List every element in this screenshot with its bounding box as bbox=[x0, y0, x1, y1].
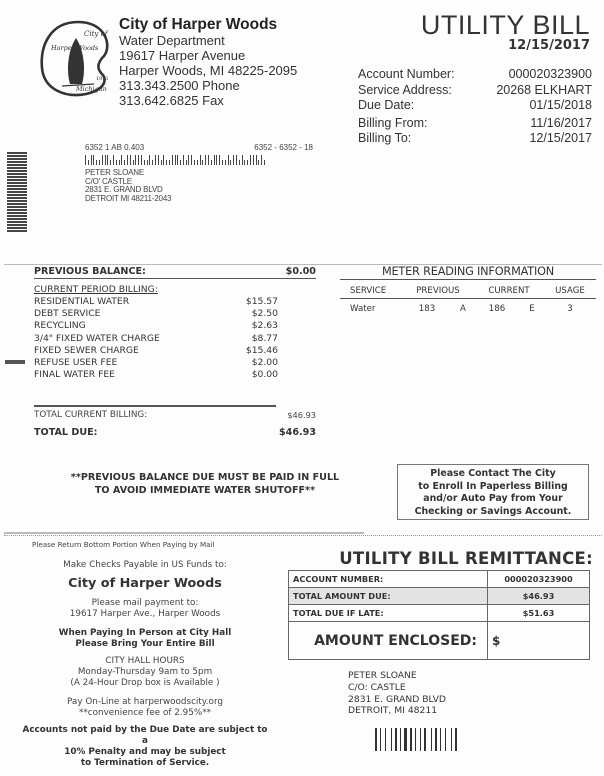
side-barcode bbox=[7, 152, 27, 236]
bill-date: 12/15/2017 bbox=[508, 38, 590, 53]
remit-account-number: 000020323900 bbox=[488, 571, 590, 588]
meter-row: Water 183 A 186 E 3 bbox=[350, 304, 573, 314]
amount-enclosed-row: AMOUNT ENCLOSED: $ bbox=[289, 622, 590, 660]
current-period-heading: CURRENT PERIOD BILLING: bbox=[34, 284, 158, 295]
account-number-row: Account Number: 000020323900 bbox=[358, 67, 592, 81]
remit-barcode bbox=[375, 728, 457, 751]
remittance-table bbox=[288, 570, 590, 660]
mail-care-of: C/O' CASTLE bbox=[85, 176, 132, 186]
remittance-title: UTILITY BILL REMITTANCE: bbox=[339, 549, 593, 568]
mail-street: 2831 E. GRAND BLVD bbox=[85, 185, 163, 194]
remit-late-row: TOTAL DUE IF LATE: $51.63 bbox=[289, 605, 590, 622]
charge-row: REFUSE USER FEE $2.00 bbox=[34, 357, 278, 369]
svg-text:1951: 1951 bbox=[96, 76, 109, 82]
org-city: Harper Woods, MI 48225-2095 bbox=[119, 63, 298, 78]
amount-enclosed-field[interactable]: $ bbox=[488, 622, 590, 660]
org-phone: 313.343.2500 Phone bbox=[119, 78, 240, 93]
charges-list bbox=[34, 295, 316, 381]
svg-text:Harper Woods: Harper Woods bbox=[51, 44, 99, 52]
shutoff-notice: **PREVIOUS BALANCE DUE MUST BE PAID IN FULL TO AVOID IMMEDIATE WATER SHUTOFF** bbox=[70, 472, 340, 496]
paperless-billing-notice: Please Contact The City to Enroll In Paperless Billing and/or Auto Pay from Your Checking or Savings Account. bbox=[397, 464, 589, 520]
online-payment-text: Pay On-Line at harperwoodscity.org bbox=[67, 697, 223, 707]
total-current-billing-row: TOTAL CURRENT BILLING: $46.93 bbox=[34, 410, 316, 420]
previous-balance-row: PREVIOUS BALANCE: $0.00 bbox=[34, 266, 316, 277]
charge-row: RECYCLING $2.63 bbox=[34, 320, 278, 332]
service-address-row: Service Address: 20268 ELKHART bbox=[358, 82, 592, 97]
svg-text:Michigan: Michigan bbox=[76, 85, 107, 93]
service-address: 20268 ELKHART bbox=[496, 82, 592, 97]
payment-instructions: Make Checks Payable in US Funds to: City of Harper Woods Please mail payment to: 19617 Harper Ave., Harper Woods When Paying In Person at City Hall Please Bring Your Entire Bill CITY HALL HOURS Monday-Thursday 9am to 5pm (A 24-Hour Drop box is Available ) Pay On-Line at harperwoodscity.org **convenience fee of 2.95%** Accounts not paid by the Due Date are subject to a 10% Penalty and may be subject to Termination of Service. bbox=[20, 560, 270, 769]
account-number: 000020323900 bbox=[508, 67, 592, 81]
org-fax: 313.642.6825 Fax bbox=[119, 93, 224, 108]
svg-text:City of: City of bbox=[84, 30, 108, 38]
billing-summary bbox=[34, 266, 316, 381]
return-note: Please Return Bottom Portion When Paying by Mail bbox=[32, 540, 215, 549]
mail-city: DETROIT MI 48211-2043 bbox=[85, 193, 172, 203]
org-street: 19617 Harper Avenue bbox=[119, 48, 246, 63]
mail-name: PETER SLOANE bbox=[85, 168, 144, 177]
tear-shadow bbox=[4, 532, 364, 534]
billing-to: 12/15/2017 bbox=[529, 131, 592, 145]
bill-title: UTILITY BILL bbox=[420, 10, 590, 40]
meter-reading-section bbox=[340, 265, 596, 314]
city-logo bbox=[38, 18, 116, 100]
due-date-row: Due Date: 01/15/2018 bbox=[358, 98, 592, 112]
charge-row: FIXED SEWER CHARGE $15.46 bbox=[34, 344, 278, 356]
total-due: $46.93 bbox=[278, 427, 316, 438]
payee-name: City of Harper Woods bbox=[68, 576, 222, 591]
billing-from-row: Billing From: 11/16/2017 bbox=[358, 115, 592, 130]
total-current-billing: $46.93 bbox=[287, 410, 316, 420]
city-seal-icon bbox=[38, 18, 116, 100]
remit-amount-due: $46.93 bbox=[488, 588, 590, 605]
fold-mark bbox=[5, 360, 25, 364]
billing-to-row: Billing To: 12/15/2017 bbox=[358, 131, 592, 145]
org-department: Water Department bbox=[119, 33, 225, 48]
org-name: City of Harper Woods bbox=[119, 16, 278, 33]
mailing-address-block bbox=[85, 143, 313, 203]
tear-line bbox=[4, 535, 602, 536]
postal-barcode bbox=[85, 155, 313, 165]
charges-divider bbox=[34, 405, 276, 407]
charge-row: RESIDENTIAL WATER $15.57 bbox=[34, 295, 278, 307]
account-info bbox=[358, 67, 592, 147]
mail-code-right: 6352 - 6352 - 18 bbox=[254, 143, 313, 152]
charge-row: DEBT SERVICE $2.50 bbox=[34, 307, 278, 319]
remit-amount-due-row: TOTAL AMOUNT DUE: $46.93 bbox=[289, 588, 590, 605]
charge-row: FINAL WATER FEE $0.00 bbox=[34, 369, 278, 381]
previous-balance: $0.00 bbox=[285, 266, 316, 277]
meter-title: METER READING INFORMATION bbox=[340, 265, 596, 280]
total-due-row: TOTAL DUE: $46.93 bbox=[34, 427, 316, 438]
billing-from: 11/16/2017 bbox=[530, 115, 592, 130]
mail-code-left: 6352 1 AB 0.403 bbox=[85, 143, 145, 152]
meter-header-row: SERVICE PREVIOUS CURRENT USAGE bbox=[340, 286, 596, 299]
charge-row: 3/4" FIXED WATER CHARGE $8.77 bbox=[34, 332, 278, 344]
remit-account-row: ACCOUNT NUMBER: 000020323900 bbox=[289, 571, 590, 588]
remit-late-amount: $51.63 bbox=[488, 605, 590, 622]
due-date: 01/15/2018 bbox=[529, 98, 592, 112]
org-contact-block bbox=[119, 16, 297, 108]
remit-address: PETER SLOANE C/O: CASTLE 2831 E. GRAND BLVD DETROIT, MI 48211 bbox=[348, 670, 447, 717]
